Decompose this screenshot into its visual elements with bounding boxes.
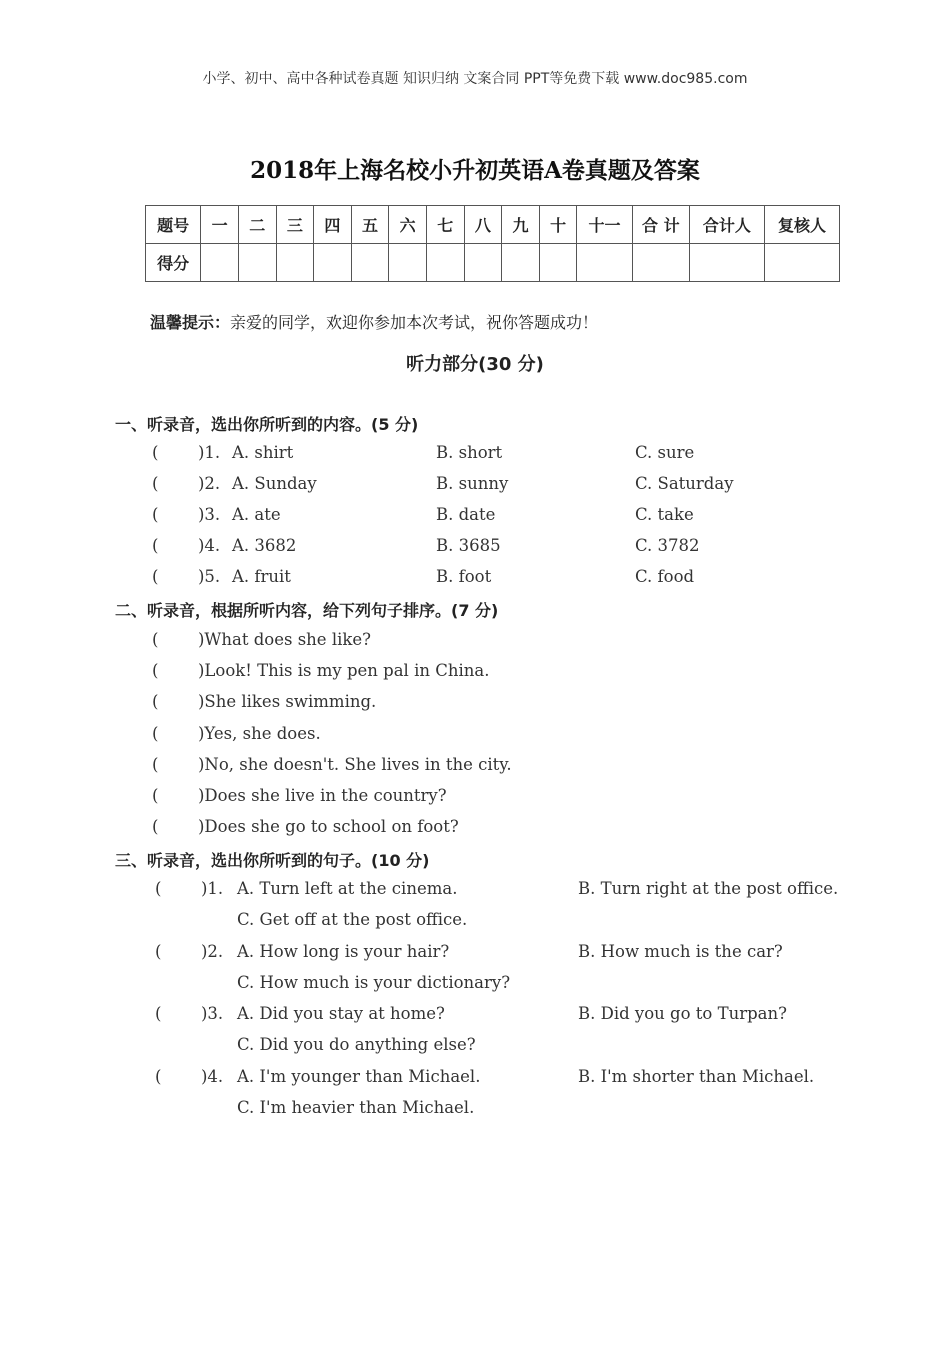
score-cell — [539, 244, 577, 282]
section3-heading: 三、听录音，选出你所听到的句子。(10 分) — [115, 851, 430, 870]
option-c: C. How much is your dictionary? — [237, 973, 511, 992]
score-cell — [276, 244, 314, 282]
question-row-continued — [0, 1098, 950, 1122]
option-a: A. ate — [232, 505, 281, 524]
answer-paren: ( — [155, 1004, 162, 1023]
option-b: B. sunny — [436, 474, 509, 493]
sentence-text: )She likes swimming. — [198, 692, 377, 711]
table-cell: 八 — [464, 206, 502, 244]
score-table-header-row — [146, 206, 840, 244]
table-cell: 五 — [351, 206, 389, 244]
table-cell: 七 — [426, 206, 464, 244]
sentence-row — [0, 817, 950, 841]
answer-paren: ( — [155, 879, 162, 898]
question-row — [0, 942, 950, 966]
answer-paren: ( — [152, 443, 159, 462]
sentence-text: )No, she doesn't. She lives in the city. — [198, 755, 512, 774]
question-row — [0, 505, 950, 529]
question-row — [0, 1004, 950, 1028]
question-row — [0, 536, 950, 560]
section1-heading: 一、听录音，选出你所听到的内容。(5 分) — [115, 415, 419, 434]
question-row-continued — [0, 910, 950, 934]
sentence-row — [0, 630, 950, 654]
question-number: )3. — [201, 1004, 224, 1023]
tip-line — [150, 310, 598, 333]
page-header: 小学、初中、高中各种试卷真题 知识归纳 文案合同 PPT等免费下载 www.doc985.com — [202, 71, 748, 87]
question-row-continued — [0, 1035, 950, 1059]
answer-paren: ( — [155, 942, 162, 961]
option-b: B. Turn right at the post office. — [578, 879, 839, 898]
question-row — [0, 567, 950, 591]
sentence-text: )Yes, she does. — [198, 724, 321, 743]
question-number: )1. — [201, 879, 224, 898]
table-cell: 九 — [502, 206, 540, 244]
score-cell — [502, 244, 540, 282]
table-cell: 一 — [201, 206, 239, 244]
score-cell — [201, 244, 239, 282]
option-b: B. short — [436, 443, 503, 462]
table-cell: 十 — [539, 206, 577, 244]
answer-paren: ( — [152, 661, 159, 680]
score-table-score-row — [146, 244, 840, 282]
sentence-text: )Look! This is my pen pal in China. — [198, 661, 490, 680]
table-cell: 十一 — [577, 206, 632, 244]
question-number: )4. — [198, 536, 221, 555]
option-c: C. I'm heavier than Michael. — [237, 1098, 475, 1117]
option-b: B. How much is the car? — [578, 942, 783, 961]
score-cell — [577, 244, 632, 282]
option-c: C. take — [635, 505, 694, 524]
document-title: 2018年上海名校小升初英语A卷真题及答案 — [250, 157, 700, 184]
option-a: A. 3682 — [232, 536, 297, 555]
question-row-continued — [0, 973, 950, 997]
option-a: A. Sunday — [232, 474, 317, 493]
option-c: C. Get off at the post office. — [237, 910, 468, 929]
listening-part-title: 听力部分(30 分) — [406, 354, 544, 375]
option-a: A. shirt — [232, 443, 294, 462]
answer-paren: ( — [152, 505, 159, 524]
option-b: B. 3685 — [436, 536, 501, 555]
option-c: C. food — [635, 567, 695, 586]
score-cell — [426, 244, 464, 282]
sentence-row — [0, 786, 950, 810]
option-a: A. Did you stay at home? — [237, 1004, 445, 1023]
option-a: A. I'm younger than Michael. — [237, 1067, 481, 1086]
answer-paren: ( — [152, 567, 159, 586]
table-cell: 合 计 — [632, 206, 689, 244]
answer-paren: ( — [152, 755, 159, 774]
question-number: )2. — [198, 474, 221, 493]
table-cell: 四 — [314, 206, 352, 244]
option-b: B. I'm shorter than Michael. — [578, 1067, 815, 1086]
score-cell — [764, 244, 839, 282]
score-cell — [389, 244, 427, 282]
question-row — [0, 443, 950, 467]
table-cell: 六 — [389, 206, 427, 244]
option-c: C. sure — [635, 443, 695, 462]
sentence-text: )Does she live in the country? — [198, 786, 447, 805]
answer-paren: ( — [152, 724, 159, 743]
option-b: B. date — [436, 505, 496, 524]
score-cell — [464, 244, 502, 282]
score-cell — [632, 244, 689, 282]
table-cell: 合计人 — [689, 206, 764, 244]
section2-heading: 二、听录音，根据所听内容，给下列句子排序。(7 分) — [115, 601, 499, 620]
answer-paren: ( — [152, 786, 159, 805]
question-row — [0, 879, 950, 903]
option-c: C. 3782 — [635, 536, 700, 555]
option-a: A. Turn left at the cinema. — [237, 879, 458, 898]
sentence-row — [0, 724, 950, 748]
question-row — [0, 474, 950, 498]
tip-label: 温馨提示： — [150, 313, 231, 332]
tip-text: 亲爱的同学，欢迎你参加本次考试，祝你答题成功！ — [230, 313, 599, 332]
sentence-text: )Does she go to school on foot? — [198, 817, 459, 836]
option-b: B. foot — [436, 567, 492, 586]
option-a: A. fruit — [232, 567, 291, 586]
option-b: B. Did you go to Turpan? — [578, 1004, 787, 1023]
score-cell — [238, 244, 276, 282]
table-cell: 复核人 — [764, 206, 839, 244]
question-number: )4. — [201, 1067, 224, 1086]
table-cell: 三 — [276, 206, 314, 244]
question-row — [0, 1067, 950, 1091]
option-a: A. How long is your hair? — [237, 942, 450, 961]
answer-paren: ( — [152, 536, 159, 555]
answer-paren: ( — [152, 474, 159, 493]
question-number: )5. — [198, 567, 221, 586]
answer-paren: ( — [152, 630, 159, 649]
sentence-row — [0, 692, 950, 716]
option-c: C. Did you do anything else? — [237, 1035, 476, 1054]
score-table — [145, 205, 840, 282]
table-cell: 二 — [238, 206, 276, 244]
question-number: )2. — [201, 942, 224, 961]
question-number: )1. — [198, 443, 221, 462]
answer-paren: ( — [155, 1067, 162, 1086]
sentence-row — [0, 661, 950, 685]
table-cell: 得分 — [146, 244, 201, 282]
question-number: )3. — [198, 505, 221, 524]
answer-paren: ( — [152, 692, 159, 711]
score-cell — [314, 244, 352, 282]
option-c: C. Saturday — [635, 474, 734, 493]
sentence-text: )What does she like? — [198, 630, 371, 649]
score-cell — [351, 244, 389, 282]
answer-paren: ( — [152, 817, 159, 836]
score-cell — [689, 244, 764, 282]
sentence-row — [0, 755, 950, 779]
table-cell: 题号 — [146, 206, 201, 244]
